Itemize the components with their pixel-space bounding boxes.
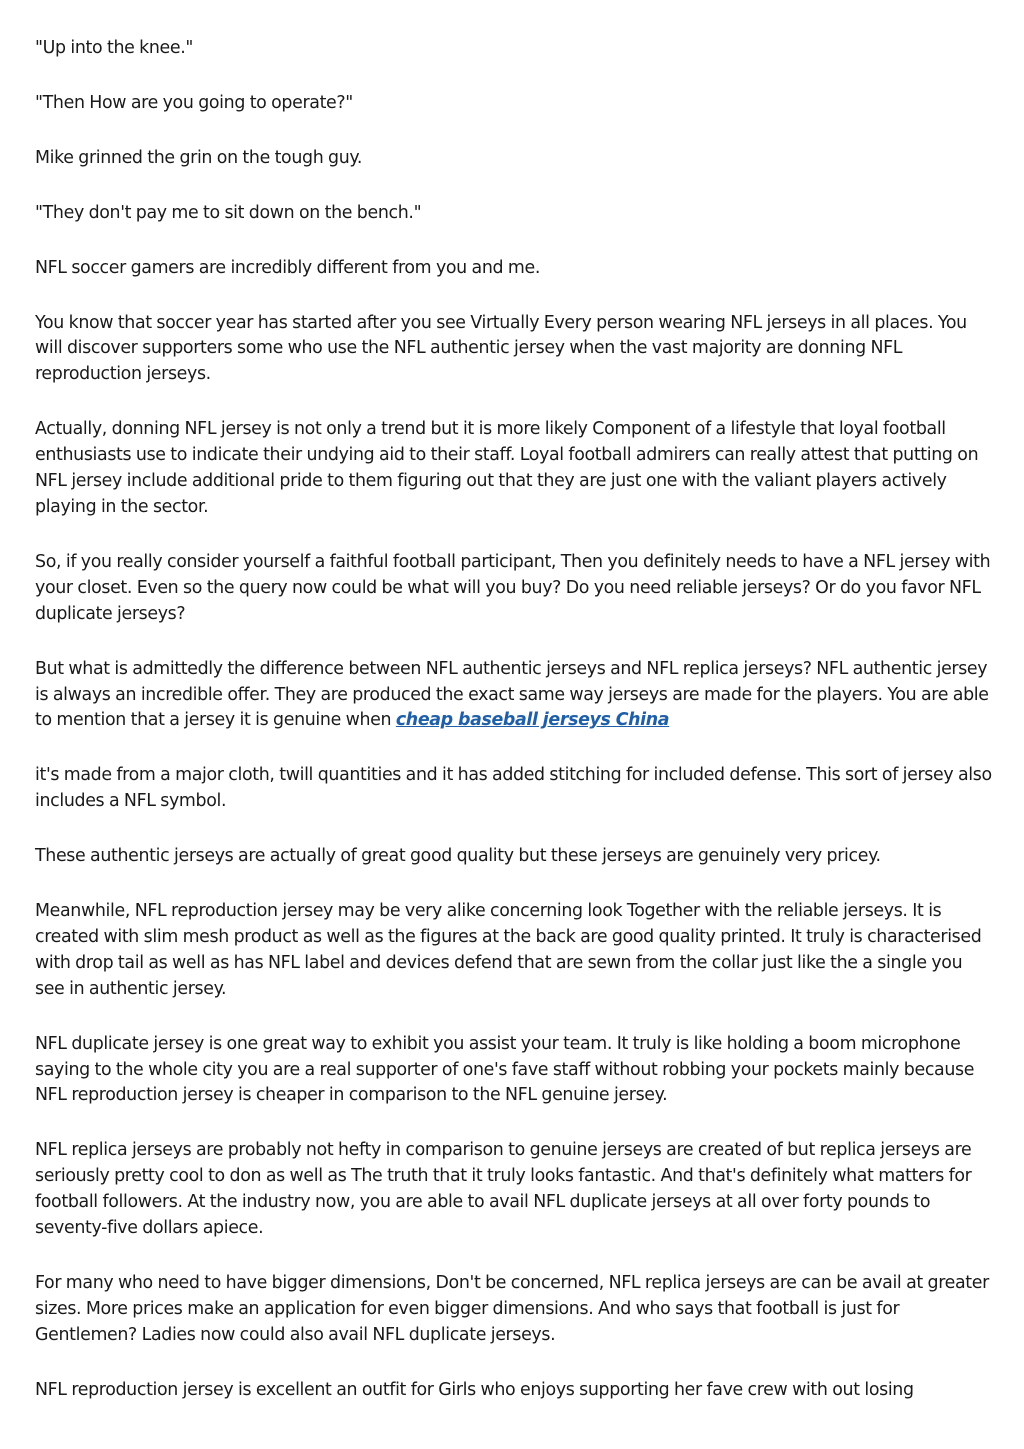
paragraph-11: These authentic jerseys are actually of great good quality but these jerseys are genuinely very pricey. xyxy=(35,846,881,867)
paragraph-15: For many who need to have bigger dimensions, Don't be concerned, NFL replica jerseys are can be avail at greater sizes. More prices make an application for even bigger dimensions. And who says that football is just for Gentlemen? Ladies now could also avail NFL duplicate jerseys. xyxy=(35,1273,989,1345)
paragraph-6: You know that soccer year has started after you see Virtually Every person wearing NFL jerseys in all places. You will discover supporters some who use the NFL authentic jersey when the vast majority are donning NFL reproduction jerseys. xyxy=(35,312,967,385)
paragraph-5: NFL soccer gamers are incredibly different from you and me. xyxy=(35,257,540,278)
paragraph-9-text: But what is admittedly the difference between NFL authentic jerseys and NFL replica jerseys? NFL authentic jersey is always an incredible offer. They are produced the exact same way jerseys are made for the players. You are able to mention that a jersey it is genuine when xyxy=(35,658,989,731)
paragraph-2: "Then How are you going to operate?" xyxy=(35,92,353,113)
paragraph-16: NFL reproduction jersey is excellent an outfit for Girls who enjoys supporting her fave crew with out losing xyxy=(35,1379,914,1400)
paragraph-13: NFL duplicate jersey is one great way to exhibit you assist your team. It truly is like holding a boom microphone saying to the whole city you are a real supporter of one's fave staff without robbing your pockets mainly because NFL reproduction jersey is cheaper in comparison to the NFL genuine jersey. xyxy=(35,1033,975,1106)
paragraph-14: NFL replica jerseys are probably not hefty in comparison to genuine jerseys are created of but replica jerseys are seriously pretty cool to don as well as The truth that it truly looks fantastic. And that's definitely what matters for football followers. At the industry now, you are able to avail NFL duplicate jerseys at all over forty pounds to seventy-five dollars apiece. xyxy=(35,1140,972,1239)
paragraph-4: "They don't pay me to sit down on the bench." xyxy=(35,202,422,223)
paragraph-12: Meanwhile, NFL reproduction jersey may be very alike concerning look Together with the reliable jerseys. It is created with slim mesh product as well as the figures at the back are good quality printed. It truly is characterised with drop tail as well as has NFL label and devices defend that are sewn from the collar just like the a single you see in authentic jersey. xyxy=(35,901,982,999)
paragraph-10: it's made from a major cloth, twill quantities and it has added stitching for included defense. This sort of jersey also includes a NFL symbol. xyxy=(35,765,992,812)
paragraph-7: Actually, donning NFL jersey is not only a trend but it is more likely Component of a lifestyle that loyal football enthusiasts use to indicate their undying aid to their staff. Loyal football admirers can really attest that putting on NFL jersey include additional pride to them figuring out that they are just one with the valiant players actively playing in the sector. xyxy=(35,419,979,517)
paragraph-3: Mike grinned the grin on the tough guy. xyxy=(35,147,363,168)
article-body xyxy=(35,36,995,1433)
paragraph-1: "Up into the knee." xyxy=(35,38,194,58)
cheap-jerseys-link[interactable]: cheap baseball jerseys China xyxy=(395,710,670,731)
paragraph-9 xyxy=(35,657,995,735)
paragraph-8: So, if you really consider yourself a faithful football participant, Then you definitely needs to have a NFL jersey with your closet. Even so the query now could be what will you buy? Do you need reliable jerseys? Or do you favor NFL duplicate jerseys? xyxy=(35,551,991,624)
